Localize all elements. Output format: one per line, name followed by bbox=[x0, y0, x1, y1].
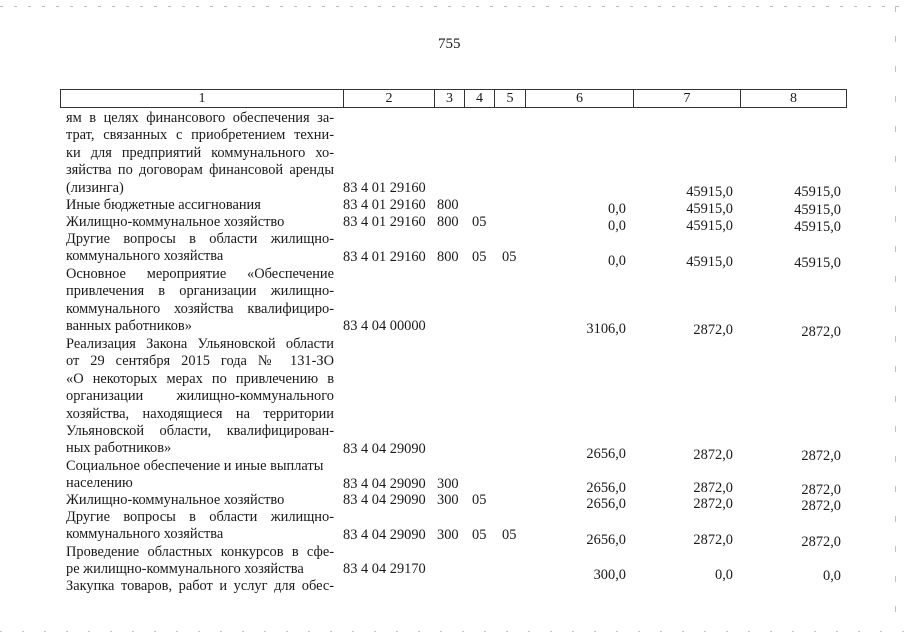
row-0-col8: 45915,0 bbox=[794, 184, 841, 200]
row-5-desc-line: «О некоторых мерах по привлечению в bbox=[66, 370, 334, 387]
row-0-col7: 45915,0 bbox=[686, 184, 733, 200]
row-4-description bbox=[66, 266, 334, 336]
row-5-desc-line: Ульяновской области, квалифицирован- bbox=[66, 423, 334, 440]
row-5-desc-line: Реализация Закона Ульяновской области bbox=[66, 336, 334, 352]
row-5-desc-line: хозяйства, находящиеся на территории bbox=[66, 405, 334, 422]
row-7-col4: 05 bbox=[472, 492, 487, 508]
row-1-description bbox=[66, 197, 334, 214]
row-3-desc-line: коммунального хозяйства bbox=[66, 248, 224, 265]
row-8-col7: 2872,0 bbox=[693, 532, 733, 548]
row-2-description bbox=[66, 214, 334, 231]
row-3-col8: 45915,0 bbox=[794, 255, 841, 271]
row-1-col7: 45915,0 bbox=[686, 201, 733, 217]
row-5-description bbox=[66, 336, 334, 458]
row-5-col8: 2872,0 bbox=[801, 448, 841, 464]
row-5-col6: 2656,0 bbox=[586, 446, 626, 462]
scan-edge-right bbox=[895, 6, 896, 631]
row-4-col8: 2872,0 bbox=[801, 324, 841, 340]
row-7-col8: 2872,0 bbox=[801, 498, 841, 514]
header-col-1: 1 bbox=[61, 90, 344, 107]
row-6-code: 83 4 04 29090 bbox=[343, 476, 426, 492]
header-col-8: 8 bbox=[790, 91, 797, 106]
row-4-desc-line: коммунального хозяйства квалифициро- bbox=[66, 300, 334, 317]
row-0-description bbox=[66, 110, 334, 197]
header-col-2: 2 bbox=[344, 90, 435, 107]
row-0-desc-line: ям в целях финансового обеспечения за- bbox=[66, 110, 334, 126]
row-7-desc-line: Жилищно-коммунальное хозяйство bbox=[66, 492, 285, 508]
row-3-description bbox=[66, 231, 334, 266]
header-col-3: 3 bbox=[435, 90, 465, 107]
row-8-description bbox=[66, 509, 334, 544]
table-header-row bbox=[60, 89, 847, 108]
row-8-desc-line: Другие вопросы в области жилищно- bbox=[66, 509, 334, 525]
row-9-code: 83 4 04 29170 bbox=[343, 561, 426, 577]
row-0-code: 83 4 01 29160 bbox=[343, 180, 426, 196]
row-0-desc-line: трат, связанных с приобретением техни- bbox=[66, 127, 334, 144]
row-8-col8: 2872,0 bbox=[801, 534, 841, 550]
row-0-desc-line: ки для предприятий коммунального хо- bbox=[66, 144, 334, 161]
row-5-desc-line: от 29 сентября 2015 года № 131-ЗО bbox=[66, 353, 334, 370]
row-8-col3: 300 bbox=[437, 527, 459, 543]
row-6-description bbox=[66, 458, 334, 493]
row-4-col6: 3106,0 bbox=[586, 321, 626, 337]
row-6-desc-line: населению bbox=[66, 475, 133, 492]
header-col-7: 7 bbox=[634, 90, 741, 107]
row-9-col6: 300,0 bbox=[593, 567, 626, 583]
row-4-col7: 2872,0 bbox=[693, 322, 733, 338]
row-7-col7: 2872,0 bbox=[693, 496, 733, 512]
row-1-col6: 0,0 bbox=[608, 201, 626, 217]
row-3-col6: 0,0 bbox=[608, 253, 626, 269]
row-8-col4: 05 bbox=[472, 527, 487, 543]
row-4-desc-line: привлечения в организации жилищно- bbox=[66, 283, 334, 300]
header-col-5: 5 bbox=[495, 90, 526, 107]
row-7-col6: 2656,0 bbox=[586, 496, 626, 512]
row-2-col3: 800 bbox=[437, 214, 459, 230]
row-4-desc-line: Основное мероприятие «Обеспечение bbox=[66, 266, 334, 282]
row-1-code: 83 4 01 29160 bbox=[343, 197, 426, 213]
row-0-desc-line: зяйства по договорам финансовой аренды bbox=[66, 162, 334, 179]
row-5-code: 83 4 04 29090 bbox=[343, 441, 426, 457]
row-6-col7: 2872,0 bbox=[693, 480, 733, 496]
row-9-desc-line: Проведение областных конкурсов в сфе- bbox=[66, 544, 334, 560]
header-col-4: 4 bbox=[465, 90, 495, 107]
row-2-desc-line: Жилищно-коммунальное хозяйство bbox=[66, 214, 285, 230]
row-3-col5: 05 bbox=[502, 249, 517, 265]
row-3-col7: 45915,0 bbox=[686, 254, 733, 270]
row-6-desc-line: Социальное обеспечение и иные выплаты bbox=[66, 458, 324, 474]
row-8-col6: 2656,0 bbox=[586, 532, 626, 548]
row-1-col3: 800 bbox=[437, 197, 459, 213]
row-7-description bbox=[66, 492, 334, 509]
row-0-desc-line: (лизинга) bbox=[66, 179, 124, 196]
row-10-description bbox=[66, 578, 334, 595]
row-9-desc-line: ре жилищно-коммунального хозяйства bbox=[66, 561, 304, 578]
row-3-col3: 800 bbox=[437, 249, 459, 265]
row-8-code: 83 4 04 29090 bbox=[343, 527, 426, 543]
row-9-description bbox=[66, 544, 334, 579]
row-6-col8: 2872,0 bbox=[801, 482, 841, 498]
row-9-col7: 0,0 bbox=[715, 567, 733, 583]
row-1-col8: 45915,0 bbox=[794, 202, 841, 218]
row-2-col8: 45915,0 bbox=[794, 219, 841, 235]
row-2-col7: 45915,0 bbox=[686, 218, 733, 234]
scan-edge-bottom bbox=[0, 631, 905, 632]
row-1-desc-line: Иные бюджетные ассигнования bbox=[66, 197, 261, 213]
row-5-desc-line: организации жилищно-коммунального bbox=[66, 388, 334, 405]
row-10-desc-line: Закупка товаров, работ и услуг для обес- bbox=[66, 578, 334, 594]
row-5-col7: 2872,0 bbox=[693, 447, 733, 463]
row-6-col6: 2656,0 bbox=[586, 480, 626, 496]
row-7-col3: 300 bbox=[437, 492, 459, 508]
header-col-6: 6 bbox=[526, 90, 634, 107]
row-2-col4: 05 bbox=[472, 214, 487, 230]
row-3-col4: 05 bbox=[472, 249, 487, 265]
scan-edge-top bbox=[0, 6, 905, 7]
row-5-desc-line: ных работников» bbox=[66, 440, 172, 457]
row-4-desc-line: ванных работников» bbox=[66, 318, 192, 335]
row-8-col5: 05 bbox=[502, 527, 517, 543]
row-9-col8: 0,0 bbox=[823, 568, 841, 584]
row-6-col3: 300 bbox=[437, 476, 459, 492]
row-7-code: 83 4 04 29090 bbox=[343, 492, 426, 508]
row-2-col6: 0,0 bbox=[608, 218, 626, 234]
row-2-code: 83 4 01 29160 bbox=[343, 214, 426, 230]
row-8-desc-line: коммунального хозяйства bbox=[66, 526, 224, 543]
row-3-desc-line: Другие вопросы в области жилищно- bbox=[66, 231, 334, 247]
row-3-code: 83 4 01 29160 bbox=[343, 249, 426, 265]
page-number: 755 bbox=[438, 36, 461, 52]
row-4-code: 83 4 04 00000 bbox=[343, 318, 426, 334]
